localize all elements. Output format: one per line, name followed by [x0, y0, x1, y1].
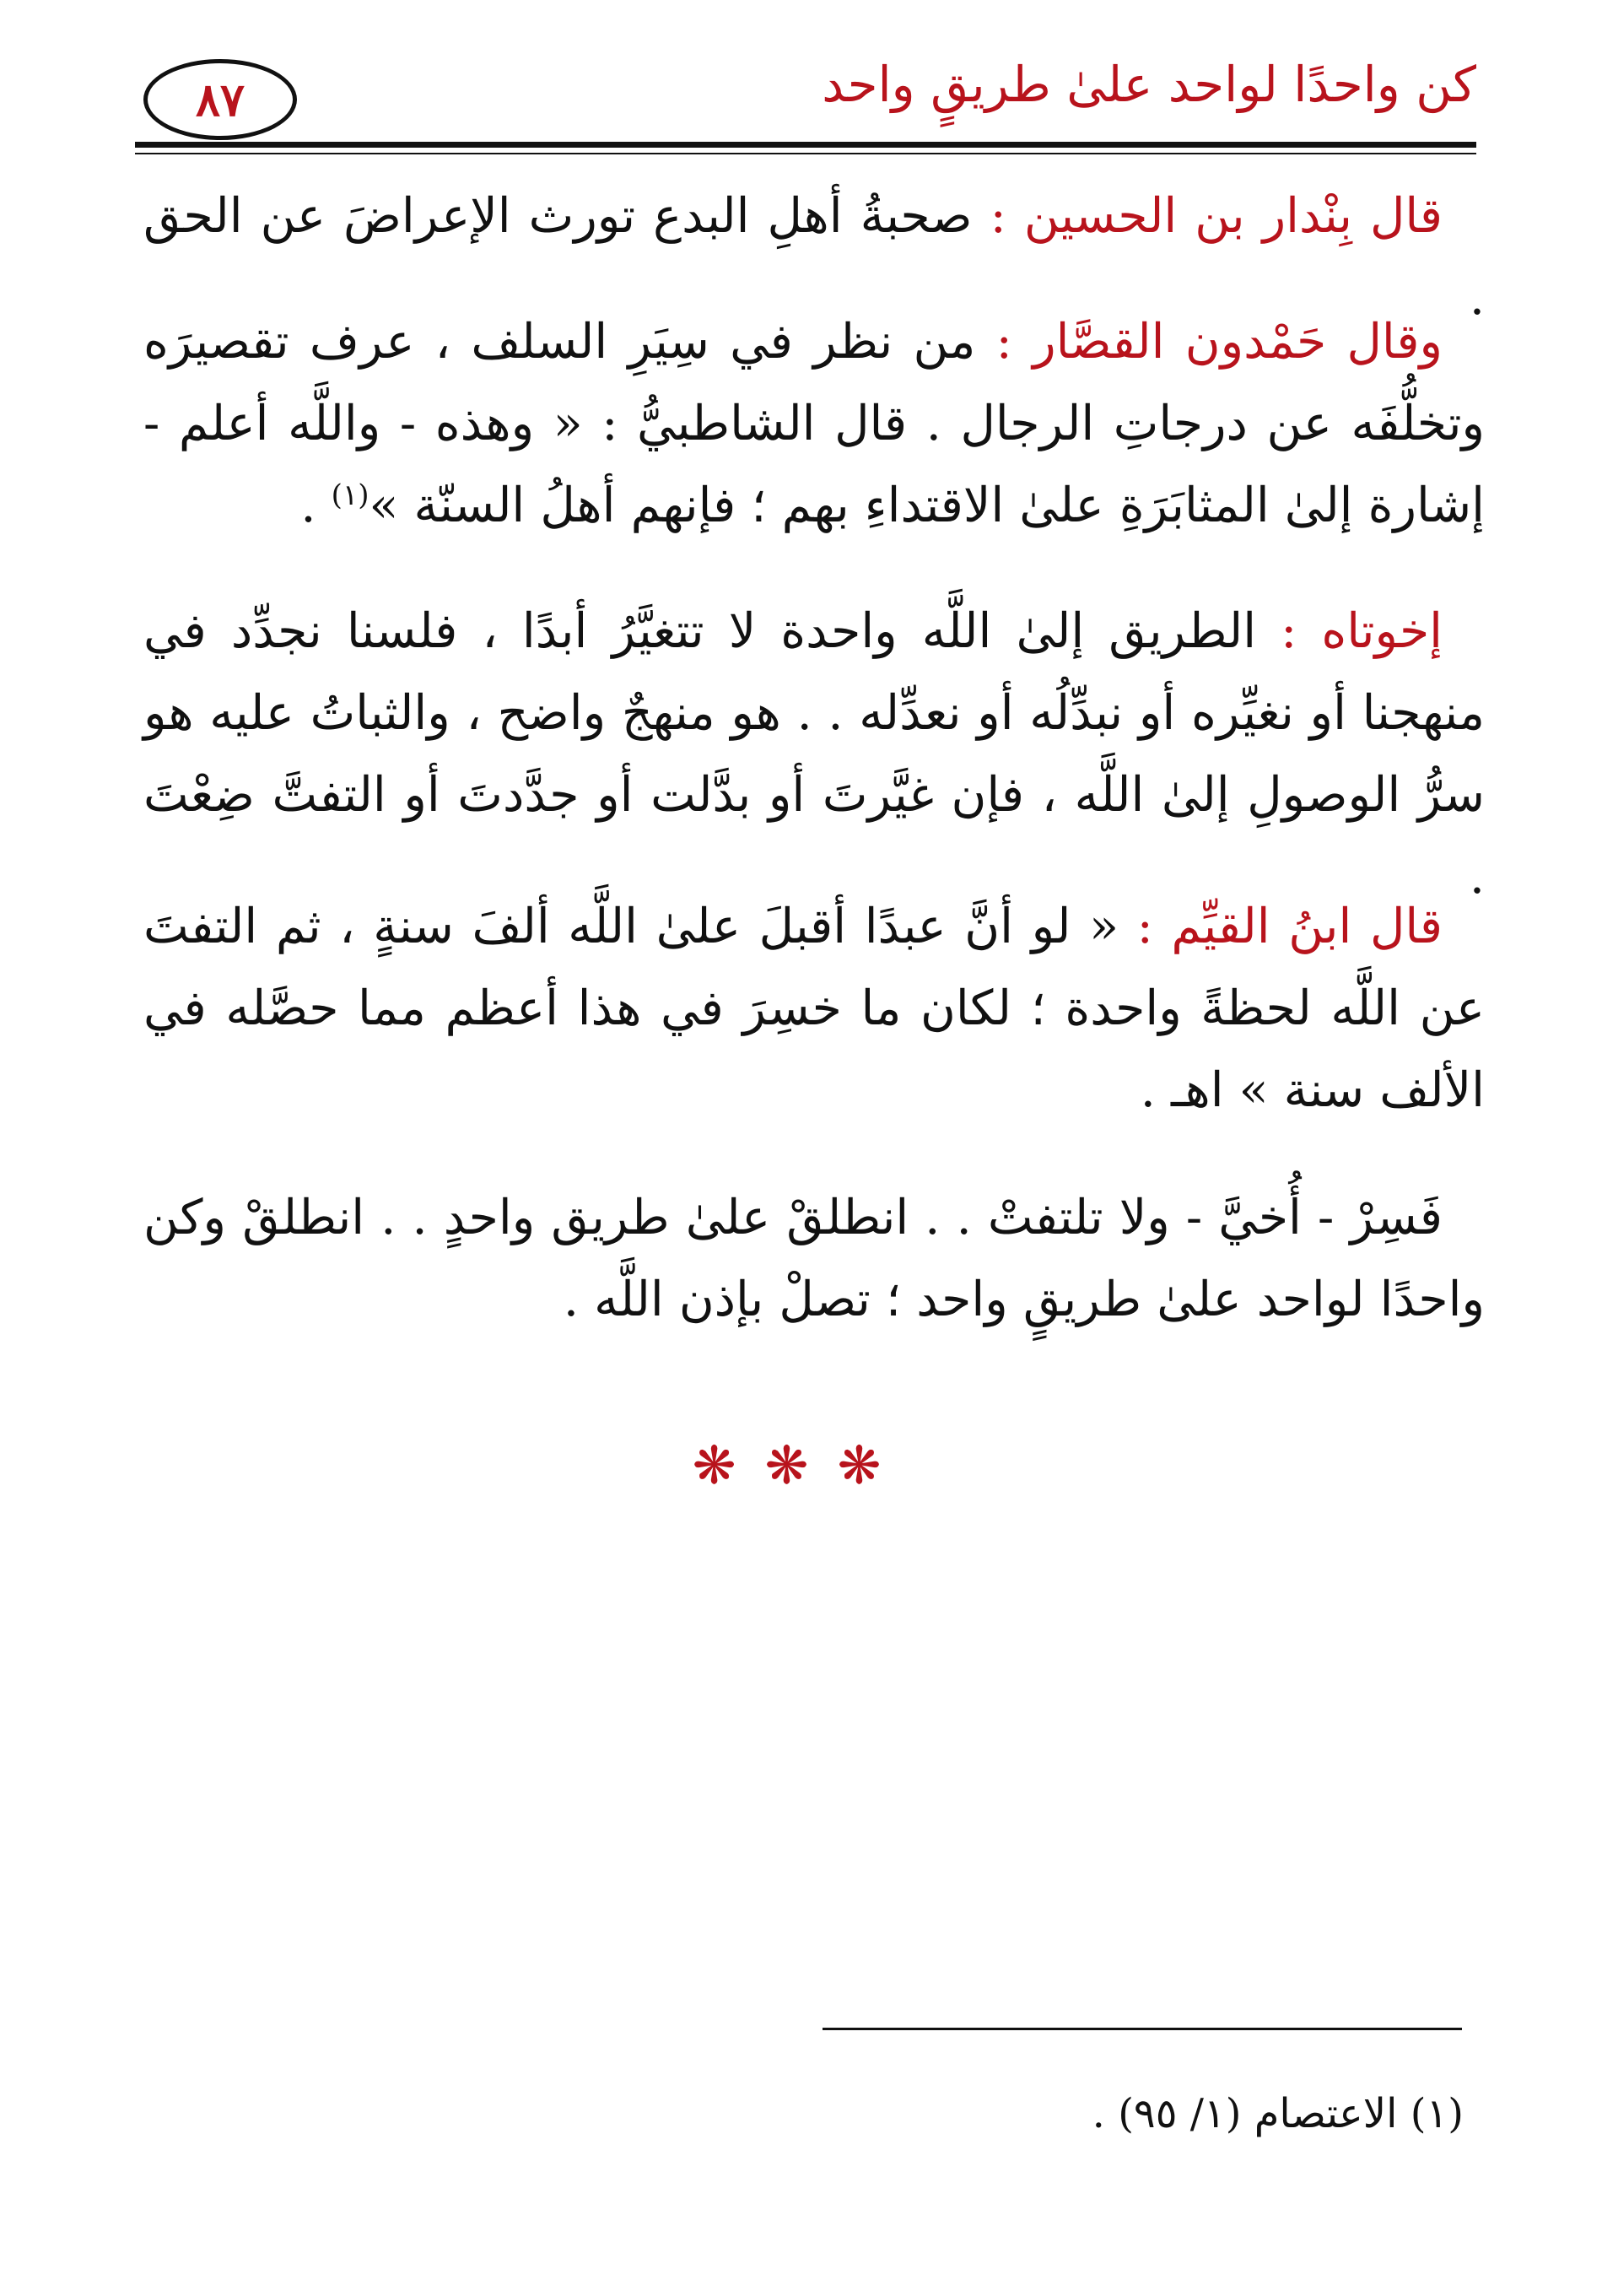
speaker-label: وقال حَمْدون القصَّار : [995, 314, 1443, 370]
page-number-badge: ٨٧ [143, 59, 297, 140]
paragraph-text: فَسِرْ - أُخيَّ - ولا تلتفتْ . . انطلقْ علىٰ طريق واحدٍ . . انطلقْ وكن واحدًا لواحد علىٰ طريقٍ واحد ؛ تصلْ بإذن اللَّه . [143, 1190, 1485, 1327]
paragraph-text: « لو أنَّ عبدًا أقبلَ علىٰ اللَّه ألفَ سنةٍ ، ثم التفتَ عن اللَّه لحظةً واحدة ؛ لكان ما خسِرَ في هذا أعظم مما حصَّله في الألف سنة » اهـ . [143, 899, 1485, 1118]
page-header [135, 51, 1476, 143]
speaker-label: قال بِنْدار بن الحسين : [990, 188, 1443, 244]
speaker-label: إخوتاه : [1281, 603, 1443, 659]
paragraph-tail: . [300, 478, 332, 533]
section-ornament: ❋❋❋ [692, 1434, 910, 1496]
paragraph-text: الطريق إلىٰ اللَّه واحدة لا تتغيَّرُ أبدًا ، فلسنا نجدِّد في منهجنا أو نغيِّره أو نبدِّلُه أو نعدِّله . . هو منهجٌ واضح ، والثباتُ عليه هو سرُّ الوصولِ إلىٰ اللَّه ، فإن غيَّرتَ أو بدَّلت أو جدَّدتَ أو التفتَّ ضِعْتَ . [143, 603, 1485, 905]
running-title: كن واحدًا لواحد علىٰ طريقٍ واحد [822, 56, 1476, 113]
paragraph-hamdun [143, 301, 1485, 547]
paragraph-ibn-qayyim [143, 886, 1485, 1132]
header-rule-thick [135, 142, 1476, 148]
footnote-rule [823, 2028, 1462, 2030]
footnote-ref[interactable]: (١) [331, 478, 369, 512]
footnote: (١) الاعتصام (١/ ٩٥) . [1092, 2090, 1464, 2137]
paragraph-brothers [143, 591, 1485, 918]
paragraph-text: صحبةُ أهلِ البدع تورث الإعراضَ عن الحق . [143, 188, 1485, 326]
header-rule-thin [135, 153, 1476, 154]
paragraph-closing [143, 1177, 1485, 1341]
speaker-label: قال ابنُ القيِّم : [1136, 899, 1443, 954]
paragraph-text: من نظر في سِيَرِ السلف ، عرف تقصيرَه وتخلُّفَه عن درجاتِ الرجال . قال الشاطبيُّ : « وهذه - واللَّه أعلم - إشارة إلىٰ المثابَرَةِ علىٰ الاقتداءِ بهم ؛ فإنهم أهلُ السنّة » [143, 314, 1485, 533]
